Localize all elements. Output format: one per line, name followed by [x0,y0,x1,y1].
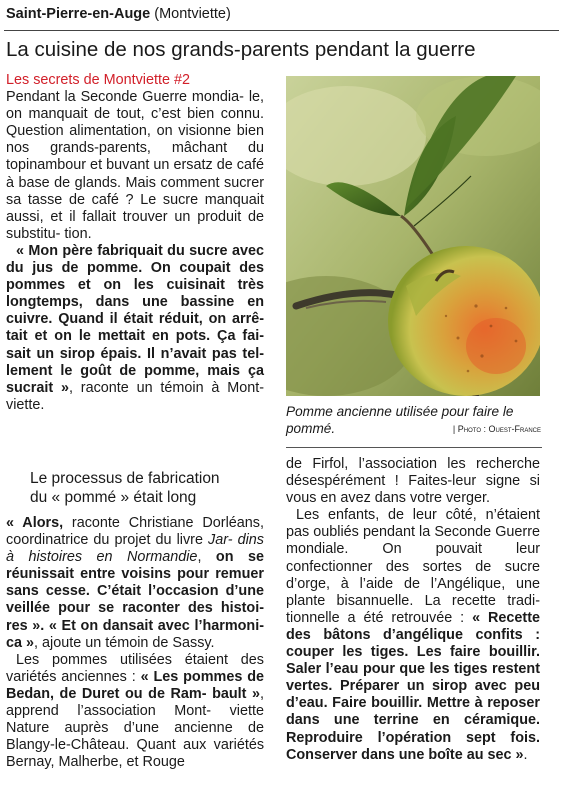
location-line [6,4,231,24]
right-column [286,456,540,764]
text-line: fallait trouver un produit de substitu- [6,208,265,242]
apple-photo [286,76,540,396]
text-line: café ? Le sucre manquait aussi, et il [6,191,264,225]
firfol-paragraph: de Firfol, l’association les recherche désespérément ! Faites-leur signe si vous en avez dans votre verger. [286,456,540,507]
subheading: Le processus de fabrication du « pommé » était long [30,470,220,506]
photo-caption: Pomme ancienne utilisée pour faire le pommé. [286,404,514,436]
apple-illustration [286,76,540,396]
text-line: tion. [64,225,92,242]
quote-paragraph: « Alors, raconte Christiane Dorléans, coordinatrice du projet du livre Jar- dins à histoires en Normandie, on se réunissait entre voisins pour remuer sans cesse. C’était l’occasion d’une veillée pour se raconter des histoi- res ». « Et on dansait avec l’harmoni- ca », ajoute un témoin de Sassy. [6,515,265,651]
rubric: Les secrets de Montviette #2 [6,72,190,88]
left-column [6,72,264,414]
intro-paragraph [6,89,264,243]
quote-paragraph: « Mon père fabriquait du sucre avec du jus de pomme. On coupait des pommes et on les cuisinait très longtemps, dans une bassine en cuivre. Quand il était réduit, on arrê- tait et on le mettait en pots. Ça fai- sait un sirop épais. Il n’avait pas tel- lement le goût de pomme, mais ça sucrait », raconte un témoin à Mont- viette. [6,242,265,413]
text-line: Mais comment sucrer sa tasse de [6,174,264,208]
varieties-paragraph: Les pommes utilisées étaient des variétés anciennes : « Les pommes de Bedan, de Duret ou de Ram- bault », apprend l’association Mont- viette Nature auprès d’une ancienne de Blangy-le-Château. Quant aux variétés Bernay, Malherbe, et Rouge [6,651,265,771]
text-line: mâchant du topinambour et buvant [6,140,265,174]
photo-credit: | Photo : Ouest-France [452,424,541,434]
text-line: Pendant la Seconde Guerre mondia- [6,89,244,106]
text-line: connu. Question alimentation, on [6,106,264,140]
headline: La cuisine de nos grands-parents pendant la guerre [6,38,476,61]
text-line: le, on manquait de tout, c’est bien [6,89,265,123]
caption-rule [286,447,542,448]
children-paragraph: Les enfants, de leur côté, n’étaient pas oubliés pendant la Seconde Guerre mondiale. On pouvait leur confectionner des sortes de sucre d’orge, à l’aide de l’Angélique, une plante bisannuelle. La recette tradi- tionnelle a été retrouvée : « Recette des bâtons d’angélique confits : couper les tiges. Les faire bouillir. Saler l’eau pour que les tiges restent vertes. Préparer un sirop avec peu d’eau. Faire bouillir. Mettre à reposer dans une terrine en céramique. Reproduire l’opération sept fois. Conserver dans une boîte au sec ». [286,507,541,763]
village-name: (Montviette) [154,6,231,22]
header-rule [4,30,559,31]
text-line: un ersatz de café à base de glands. [6,157,264,191]
text-line: visionne bien nos grands-parents, [6,123,264,157]
town-name: Saint-Pierre-en-Auge [6,6,151,22]
left-column-lower [6,469,264,771]
